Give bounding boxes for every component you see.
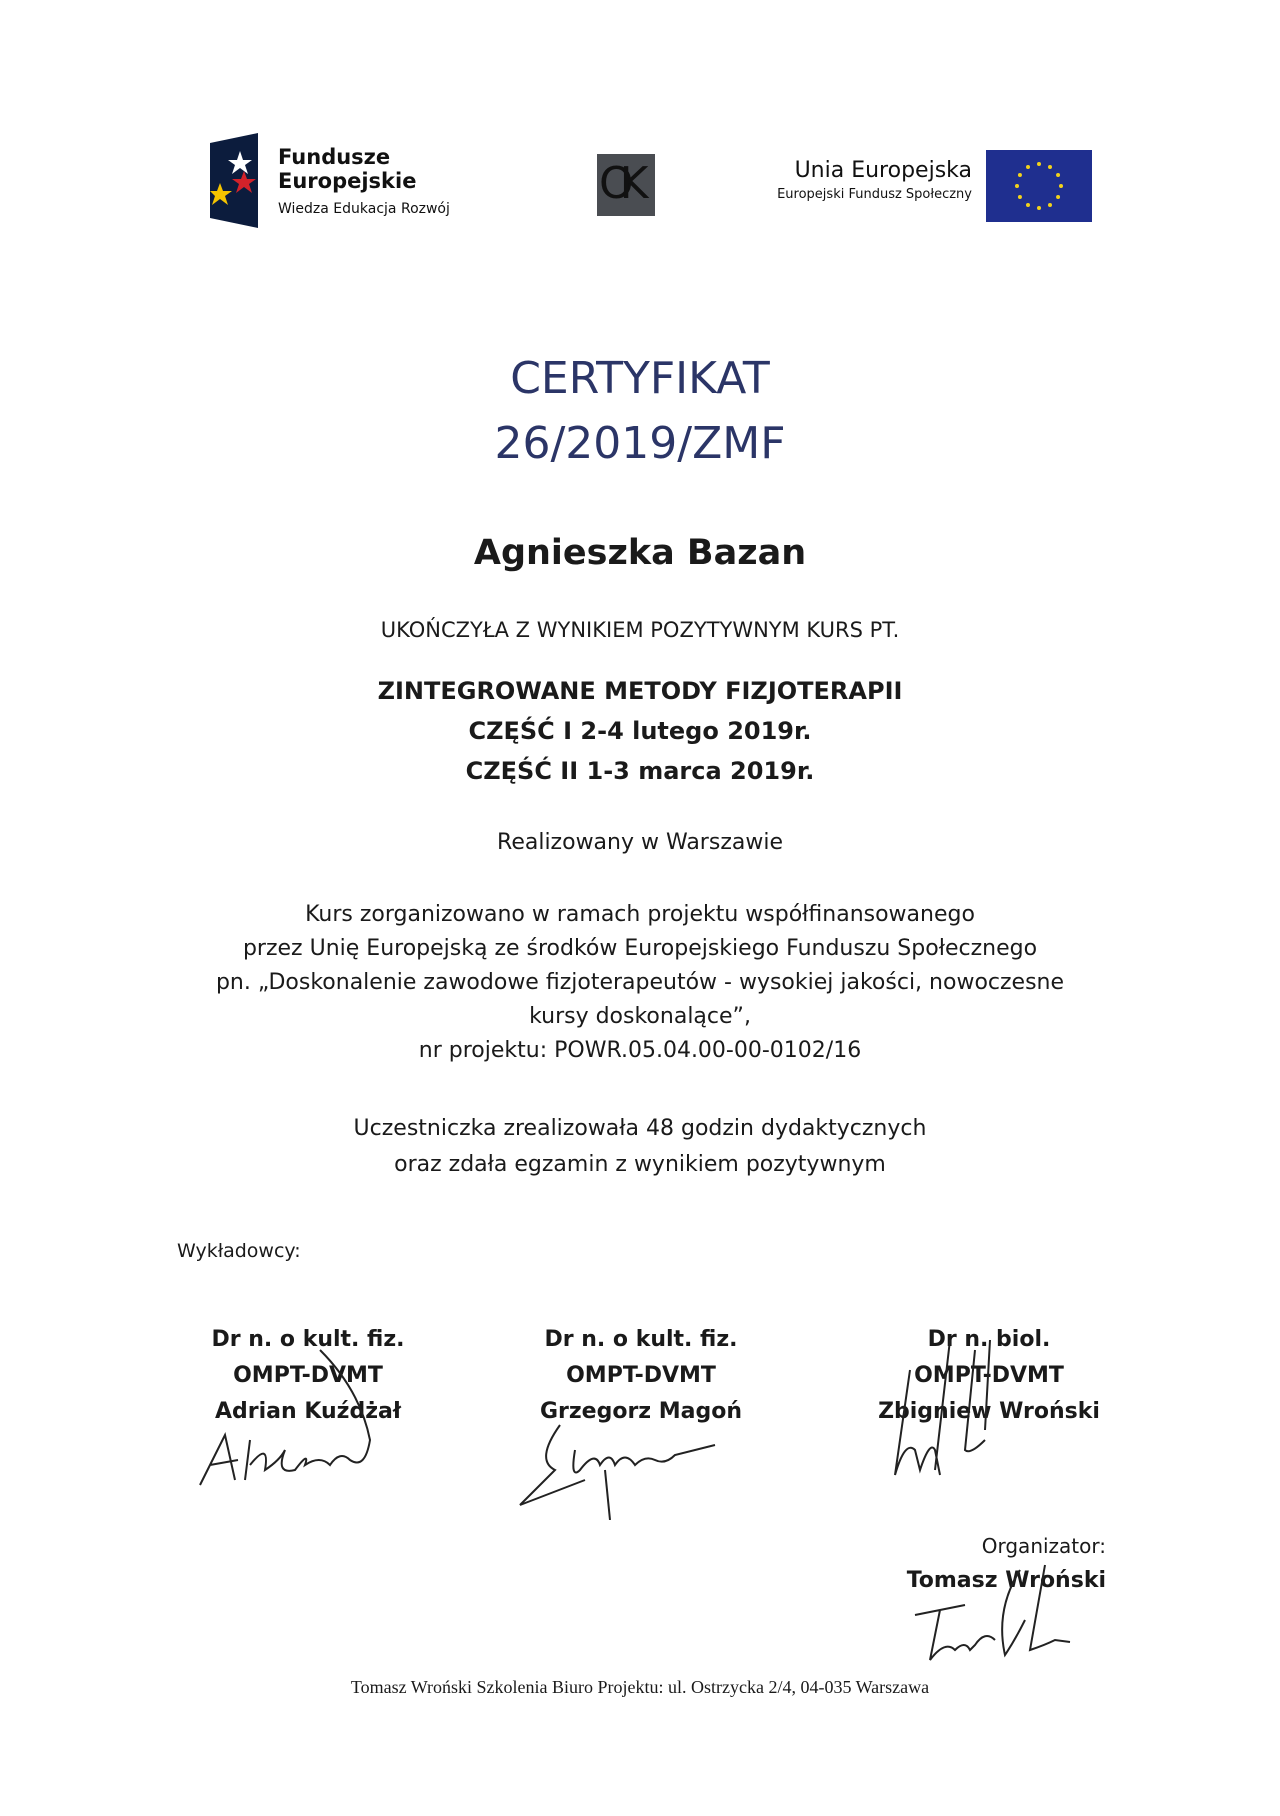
eu-star-icon bbox=[1056, 173, 1060, 177]
signature-magon bbox=[515, 1420, 735, 1520]
signature-wronski-z bbox=[890, 1330, 1040, 1480]
eu-star-icon bbox=[1056, 195, 1060, 199]
eu-star-icon bbox=[1026, 165, 1030, 169]
eu-subtitle: Europejski Fundusz Społeczny bbox=[777, 187, 972, 202]
fe-tagline: Wiedza Edukacja Rozwój bbox=[278, 201, 450, 217]
completion-statement: UKOŃCZYŁA Z WYNIKIEM POZYTYWNYM KURS PT. bbox=[380, 618, 900, 642]
eu-star-icon bbox=[1015, 184, 1019, 188]
fe-flag-icon bbox=[210, 133, 258, 228]
signature-kuzdzal bbox=[190, 1340, 410, 1500]
eu-star-icon bbox=[1018, 173, 1022, 177]
certificate-title: CERTYFIKAT bbox=[510, 353, 770, 404]
signature-organizer bbox=[905, 1560, 1085, 1670]
unia-europejska-logo bbox=[720, 150, 1092, 222]
eu-flag-icon bbox=[986, 150, 1092, 222]
eu-star-icon bbox=[1037, 162, 1041, 166]
fundusze-europejskie-logo bbox=[210, 133, 490, 228]
footer-address: Tomasz Wroński Szkolenia Biuro Projektu: ul. Ostrzycka 2/4, 04-035 Warszawa bbox=[350, 1677, 930, 1697]
ok-logo: OK bbox=[597, 154, 655, 216]
eu-star-icon bbox=[1048, 165, 1052, 169]
certificate-number: 26/2019/ZMF bbox=[494, 418, 786, 469]
eu-star-icon bbox=[1037, 206, 1041, 210]
course-name: ZINTEGROWANE METODY FIZJOTERAPII bbox=[377, 677, 903, 705]
course-location: Realizowany w Warszawie bbox=[497, 830, 783, 855]
course-part-1: CZĘŚĆ I 2-4 lutego 2019r. bbox=[468, 717, 812, 745]
project-description: Kurs zorganizowano w ramach projektu współfinansowanego przez Unię Europejską ze środków Europejskiego Funduszu Społecznego pn. „Doskonalenie zawodowe fizjoterapeutów - wysokiej jakości, nowoczesne kursy doskonalące”, nr projektu: POWR.05.04.00-00-0102/16 bbox=[215, 902, 1065, 1063]
course-part-2: CZĘŚĆ II 1-3 marca 2019r. bbox=[465, 757, 815, 785]
lecturer-3: Dr n. biol. OMPT-DVMT Zbigniew Wroński bbox=[878, 1327, 1100, 1424]
hours-statement: Uczestniczka zrealizowała 48 godzin dydaktycznych oraz zdała egzamin z wynikiem pozytywnym bbox=[353, 1116, 927, 1177]
lecturers-label: Wykładowcy: bbox=[177, 1240, 301, 1262]
organizer-name: Tomasz Wroński bbox=[906, 1568, 1106, 1593]
eu-star-icon bbox=[1026, 203, 1030, 207]
eu-title: Unia Europejska bbox=[794, 158, 972, 183]
eu-star-icon bbox=[1059, 184, 1063, 188]
lecturer-1: Dr n. o kult. fiz. OMPT-DVMT Adrian Kuźdżał bbox=[211, 1327, 405, 1424]
eu-star-icon bbox=[1048, 203, 1052, 207]
recipient-name: Agnieszka Bazan bbox=[473, 533, 807, 573]
fe-line2: Europejskie bbox=[278, 169, 417, 193]
organizer-label: Organizator: bbox=[981, 1534, 1106, 1558]
eu-star-icon bbox=[1018, 195, 1022, 199]
lecturer-2: Dr n. o kult. fiz. OMPT-DVMT Grzegorz Magoń bbox=[539, 1327, 743, 1424]
fe-line1: Fundusze bbox=[278, 145, 391, 169]
